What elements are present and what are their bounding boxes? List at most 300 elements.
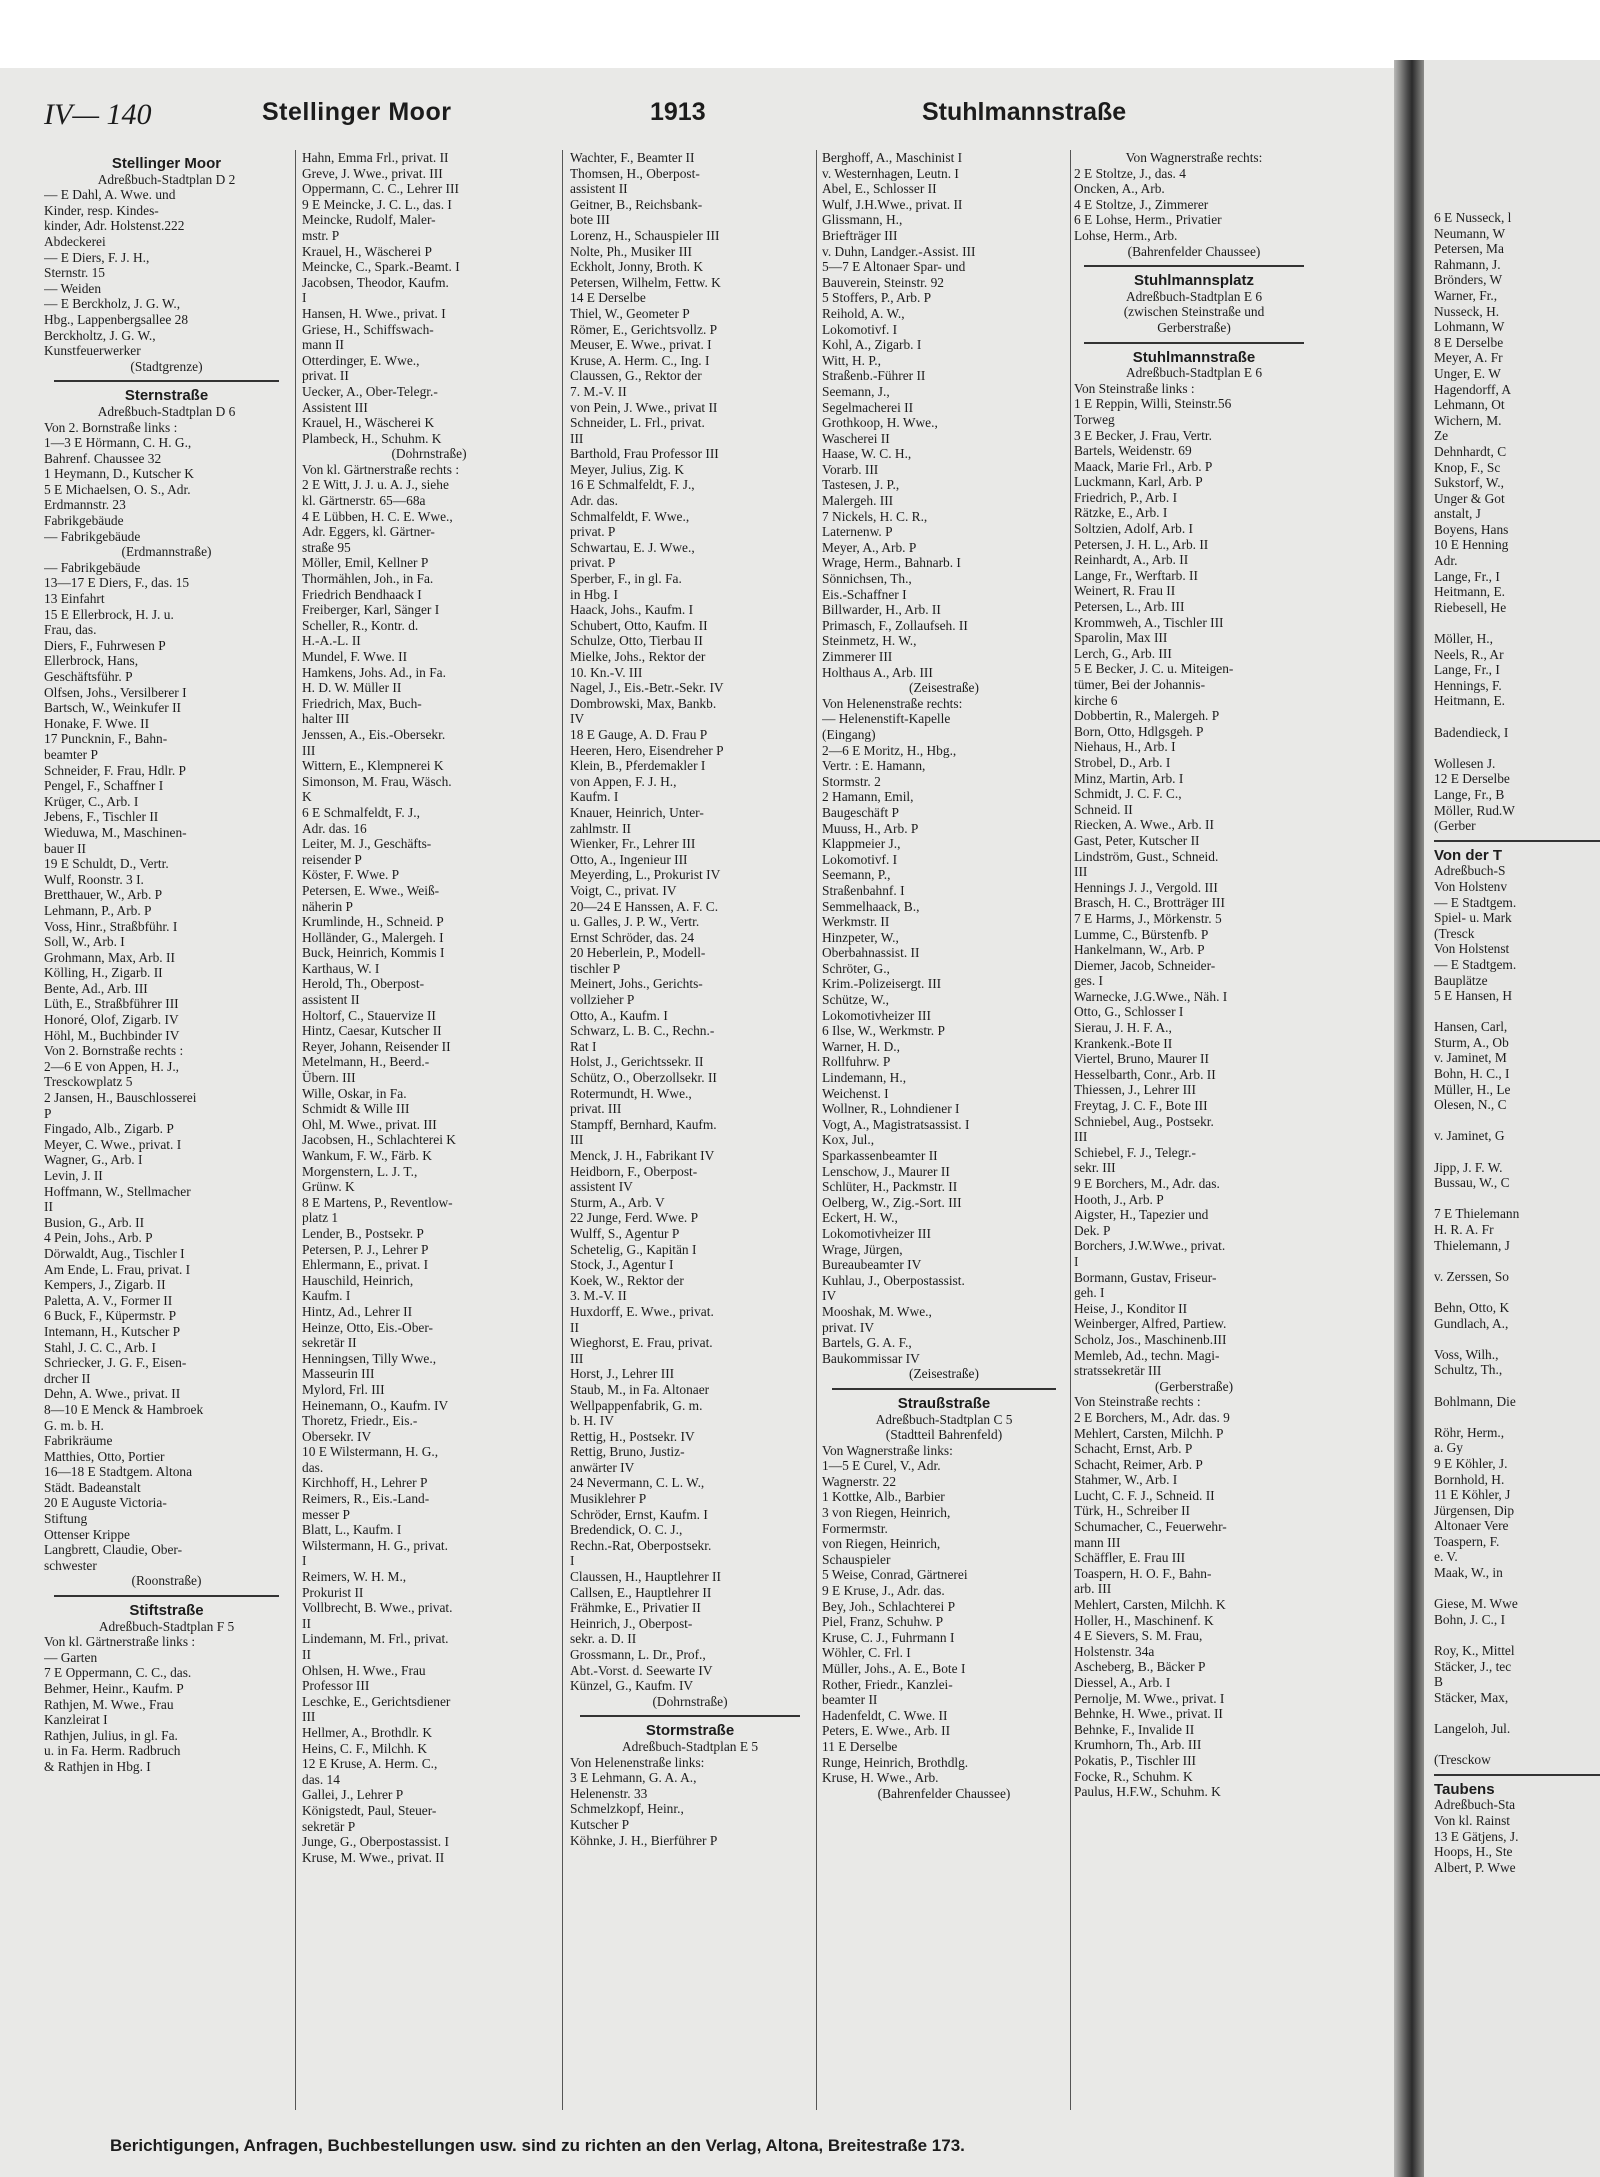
directory-entry: Hoops, H., Ste xyxy=(1434,1844,1513,1860)
section-note: (Roonstraße) xyxy=(131,1573,202,1589)
directory-entry: Voigt, C., privat. IV xyxy=(570,882,677,898)
directory-entry: Vollbrecht, B. Wwe., privat. xyxy=(302,1600,453,1616)
directory-entry: Geschäftsführ. P xyxy=(44,669,133,684)
directory-entry: Ze xyxy=(1434,428,1449,444)
directory-entry: Köster, F. Wwe. P xyxy=(302,867,400,883)
directory-entry: Stahl, J. C. C., Arb. I xyxy=(44,1339,156,1355)
directory-entry: Buck, Heinrich, Kommis I xyxy=(302,945,445,961)
directory-entry: Gast, Peter, Kutscher II xyxy=(1074,832,1200,848)
directory-entry: Sönnichsen, Th., xyxy=(822,571,912,587)
directory-entry: 3 E Becker, J. Frau, Vertr. xyxy=(1074,427,1212,443)
directory-entry: Lehmann, Ot xyxy=(1434,397,1505,413)
directory-entry: Riebesell, He xyxy=(1434,599,1507,615)
directory-entry: Sparolin, Max III xyxy=(1074,630,1168,646)
street-heading: Stuhlmannstraße xyxy=(1132,348,1256,366)
section-note: (Gerberstraße) xyxy=(1154,1378,1234,1394)
directory-entry: Lange, Fr., I xyxy=(1434,568,1500,584)
directory-entry: Stock, J., Agentur I xyxy=(570,1257,674,1273)
directory-entry: Grohmann, Max, Arb. II xyxy=(44,949,175,965)
directory-entry: Adreßbuch-S xyxy=(1434,863,1506,879)
directory-entry: Menck, J. H., Fabrikant IV xyxy=(570,1148,715,1163)
directory-entry: Horst, J., Lehrer III xyxy=(570,1366,675,1382)
directory-entry: Wrage, Jürgen, xyxy=(822,1241,903,1257)
directory-entry: 4 E Stoltze, J., Zimmerer xyxy=(1074,196,1209,212)
directory-entry: 4 Pein, Johs., Arb. P xyxy=(44,1230,153,1246)
directory-entry: 5 Weise, Conrad, Gärtnerei xyxy=(822,1567,968,1583)
directory-entry: Petersen, J. H. L., Arb. II xyxy=(1074,536,1209,552)
directory-entry: Tresckowplatz 5 xyxy=(44,1074,133,1090)
directory-entry: Sukstorf, W., xyxy=(1434,475,1504,491)
directory-entry: mann III xyxy=(1074,1534,1121,1550)
directory-entry: Von kl. Gärtnerstraße rechts : xyxy=(302,461,460,477)
directory-entry: III xyxy=(570,1132,584,1148)
directory-entry: Bretthauer, W., Arb. P xyxy=(44,887,163,903)
directory-entry: Mooshak, M. Wwe., xyxy=(822,1303,932,1319)
directory-entry: Meyer, Julius, Zig. K xyxy=(570,461,685,477)
directory-entry: u. Galles, J. P. W., Vertr. xyxy=(570,914,700,930)
directory-entry: Lokomotivf. I xyxy=(822,321,898,337)
directory-entry: 2 Hamann, Emil, xyxy=(822,789,914,805)
directory-entry: Meyer, A., Arb. P xyxy=(822,539,917,555)
directory-entry: Meinert, Johs., Gerichts- xyxy=(570,976,703,992)
directory-entry: 19 E Schuldt, D., Vertr. xyxy=(44,856,169,872)
directory-entry: II xyxy=(570,1319,579,1335)
directory-entry: Bohn, J. C., I xyxy=(1434,1611,1506,1627)
directory-entry: Toaspern, F. xyxy=(1434,1533,1500,1549)
directory-entry: 1 E Reppin, Willi, Steinstr.56 xyxy=(1074,396,1232,412)
directory-entry: 2 Jansen, H., Bauschlosserei xyxy=(44,1090,197,1106)
directory-entry: Frau, das. xyxy=(44,622,97,638)
directory-entry: Viertel, Bruno, Maurer II xyxy=(1074,1051,1209,1067)
directory-entry: Brasch, H. C., Brotträger III xyxy=(1074,895,1225,911)
directory-entry: Freytag, J. C. F., Bote III xyxy=(1074,1098,1208,1114)
directory-entry: Bohlmann, Die xyxy=(1434,1393,1516,1409)
directory-entry: Geitner, B., Reichsbank- xyxy=(570,196,703,212)
directory-entry: Hankelmann, W., Arb. P xyxy=(1074,942,1205,958)
directory-entry: 5 E Michaelsen, O. S., Adr. xyxy=(44,481,191,497)
directory-entry: Formermstr. xyxy=(822,1520,888,1536)
directory-entry: Sturm, A., Arb. V xyxy=(570,1194,665,1210)
directory-entry: Grothkoop, H. Wwe., xyxy=(822,415,938,431)
directory-entry: Semmelhaack, B., xyxy=(822,898,920,914)
directory-entry: 22 Junge, Ferd. Wwe. P xyxy=(570,1210,699,1226)
directory-entry: Koek, W., Rektor der xyxy=(570,1272,684,1288)
directory-entry: Hauschild, Heinrich, xyxy=(302,1272,414,1288)
directory-entry: Schneider, L. Frl., privat. xyxy=(570,415,705,431)
directory-entry: 6 E Nusseck, l xyxy=(1434,210,1512,225)
directory-entry: Altonaer Vere xyxy=(1434,1518,1509,1534)
directory-entry: bote III xyxy=(570,212,610,228)
column-divider xyxy=(562,150,563,2110)
directory-entry: Hamkens, Johs. Ad., in Fa. xyxy=(302,664,446,680)
directory-entry: Mylord, Frl. III xyxy=(302,1381,385,1397)
directory-entry: Claussen, H., Hauptlehrer II xyxy=(570,1569,721,1585)
directory-entry: v. Jaminet, M xyxy=(1434,1050,1507,1066)
directory-entry: Holtorf, C., Stauervize II xyxy=(302,1007,436,1023)
street-heading: Taubens xyxy=(1434,1780,1495,1798)
directory-entry: Ehlermann, E., privat. I xyxy=(302,1257,429,1273)
directory-entry: Bredendick, O. C. J., xyxy=(570,1522,683,1538)
directory-entry: bauer II xyxy=(44,840,87,856)
directory-entry: Römer, E., Gerichtsvollz. P xyxy=(570,321,718,337)
directory-entry: 12 E Kruse, A. Herm. C., xyxy=(302,1756,438,1772)
directory-entry: tischler P xyxy=(570,960,621,976)
directory-entry: Kuhlau, J., Oberpostassist. xyxy=(822,1272,965,1288)
directory-entry: Bureaubeamter IV xyxy=(822,1257,922,1273)
directory-entry: Jacobsen, Theodor, Kaufm. xyxy=(302,274,449,290)
directory-entry: 11 E Derselbe xyxy=(822,1738,898,1754)
directory-entry: Reyer, Johann, Reisender II xyxy=(302,1038,451,1054)
page-number: IV— 140 xyxy=(44,98,152,131)
directory-entry: Königstedt, Paul, Steuer- xyxy=(302,1802,437,1818)
directory-entry: Junge, G., Oberpostassist. I xyxy=(302,1834,449,1850)
directory-entry: Hellmer, A., Brothdlr. K xyxy=(302,1724,433,1740)
directory-entry: 2 E Borchers, M., Adr. das. 9 xyxy=(1074,1409,1230,1425)
directory-entry: Kempers, J., Zigarb. II xyxy=(44,1277,166,1293)
directory-entry: Erdmannstr. 23 xyxy=(44,497,126,513)
directory-entry: Thomsen, H., Oberpost- xyxy=(570,165,700,181)
directory-entry: Behnke, F., Invalide II xyxy=(1074,1721,1195,1737)
directory-entry: (Eingang) xyxy=(822,726,876,742)
directory-entry: 2—6 E Moritz, H., Hbg., xyxy=(822,742,957,758)
directory-entry: Von kl. Gärtnerstraße links : xyxy=(44,1634,196,1650)
section-note: (Dohrnstraße) xyxy=(391,446,467,462)
directory-entry: & Rathjen in Hbg. I xyxy=(44,1758,151,1774)
directory-entry: Sierau, J. H. F. A., xyxy=(1074,1020,1172,1036)
directory-entry: Hbg., Lappenbergsallee 28 xyxy=(44,311,189,327)
directory-entry: Kanzleirat I xyxy=(44,1712,108,1728)
directory-entry: 2—6 E von Appen, H. J., xyxy=(44,1058,180,1074)
directory-entry: Künzel, G., Kaufm. IV xyxy=(570,1678,694,1694)
directory-entry: Vorarb. III xyxy=(822,461,879,477)
directory-entry: 15 E Ellerbrock, H. J. u. xyxy=(44,606,174,622)
directory-entry: Jipp, J. F. W. xyxy=(1434,1159,1503,1175)
directory-entry: sekretär P xyxy=(302,1818,356,1834)
directory-entry: Meincke, C., Spark.-Beamt. I xyxy=(302,259,460,275)
directory-entry: 6 E Lohse, Herm., Privatier xyxy=(1074,212,1222,228)
section-rule xyxy=(1084,342,1304,344)
directory-entry: 13 E Gätjens, J. xyxy=(1434,1828,1519,1844)
directory-entry: Schwartau, E. J. Wwe., xyxy=(570,539,695,555)
directory-entry: Meincke, Rudolf, Maler- xyxy=(302,212,436,228)
directory-entry: 9 E Meincke, J. C. L., das. I xyxy=(302,196,452,212)
directory-entry: Eckert, H. W., xyxy=(822,1210,898,1226)
directory-entry: Voss, Wilh., xyxy=(1434,1346,1499,1362)
directory-entry: Rollfuhrw. P xyxy=(822,1054,891,1070)
directory-entry: 5 E Becker, J. C. u. Miteigen- xyxy=(1074,661,1234,677)
directory-entry: Otto, G., Schlosser I xyxy=(1074,1004,1184,1020)
directory-entry: Am Ende, L. Frau, privat. I xyxy=(44,1261,191,1277)
directory-entry: Bartsch, W., Weinkufer II xyxy=(44,700,182,716)
directory-entry: anstalt, J xyxy=(1434,506,1481,522)
directory-entry: Kirchhoff, H., Lehrer P xyxy=(302,1475,428,1491)
directory-entry: Krim.-Polizeisergt. III xyxy=(822,976,942,992)
directory-entry: Lindström, Gust., Schneid. xyxy=(1074,848,1219,864)
directory-entry: Reimers, W. H. M., xyxy=(302,1569,407,1585)
directory-entry: Kaufm. I xyxy=(302,1288,351,1304)
directory-entry: Schwarz, L. B. C., Rechn.- xyxy=(570,1023,715,1039)
directory-entry: Thoretz, Friedr., Eis.- xyxy=(302,1413,418,1429)
directory-entry: Schütz, O., Oberzollsekr. II xyxy=(570,1070,717,1086)
directory-entry: Lohmann, W xyxy=(1434,319,1505,335)
directory-entry: Oncken, A., Arb. xyxy=(1074,181,1165,197)
directory-entry: — Weiden xyxy=(44,280,102,296)
directory-entry: Werkmstr. II xyxy=(822,914,890,930)
directory-entry: Von Helenenstraße links: xyxy=(570,1754,705,1770)
directory-entry: Maak, W., in xyxy=(1434,1565,1503,1581)
directory-entry: Von Holstenv xyxy=(1434,878,1508,894)
directory-entry: Bormann, Gustav, Friseur- xyxy=(1074,1269,1217,1285)
directory-entry: Kruse, C. J., Fuhrmann I xyxy=(822,1629,955,1645)
directory-entry: Lokomotivheizer III xyxy=(822,1007,931,1023)
directory-entry: 17 Puncknin, F., Bahn- xyxy=(44,731,168,747)
section-note: (zwischen Steinstraße und xyxy=(1123,304,1265,320)
directory-entry: (Tresck xyxy=(1434,925,1475,941)
column-5 xyxy=(1074,150,1314,2135)
directory-entry: 9 E Kruse, J., Adr. das. xyxy=(822,1583,945,1599)
directory-entry: Masseurin III xyxy=(302,1366,375,1382)
directory-entry: Thiel, W., Geometer P xyxy=(570,305,690,321)
directory-entry: Assistent III xyxy=(302,399,368,415)
section-note: (Stadtgrenze) xyxy=(130,358,203,374)
directory-entry: 1 Heymann, D., Kutscher K xyxy=(44,466,194,482)
directory-entry: 13—17 E Diers, F., das. 15 xyxy=(44,575,190,591)
directory-entry: Henningsen, Tilly Wwe., xyxy=(302,1350,437,1366)
directory-entry: 24 Nevermann, C. L. W., xyxy=(570,1475,705,1491)
directory-entry: Schulze, Otto, Tierbau II xyxy=(570,633,703,649)
directory-entry: Stiftung xyxy=(44,1511,88,1527)
directory-entry: Heitmann, E. xyxy=(1434,584,1506,600)
directory-entry: Höhl, M., Buchbinder IV xyxy=(44,1027,180,1043)
directory-entry: Nagel, J., Eis.-Betr.-Sekr. IV xyxy=(570,680,724,696)
directory-entry: 14 E Derselbe xyxy=(570,290,646,306)
directory-entry: 7 E Oppermann, C. C., das. xyxy=(44,1665,192,1681)
directory-entry: Lindemann, M. Frl., privat. xyxy=(302,1631,449,1647)
directory-entry: Wille, Oskar, in Fa. xyxy=(302,1085,407,1101)
directory-entry: Petersen, Ma xyxy=(1434,241,1504,257)
directory-entry: Scholz, Jos., Maschinenb.III xyxy=(1074,1331,1227,1347)
directory-entry: schwester xyxy=(44,1557,97,1573)
directory-entry: Honoré, Olof, Zigarb. IV xyxy=(44,1012,179,1028)
directory-entry: Friedrich, P., Arb. I xyxy=(1074,489,1178,505)
directory-entry xyxy=(1434,1253,1600,1269)
section-note: Adreßbuch-Stadtplan E 5 xyxy=(621,1738,759,1754)
directory-entry: Oelberg, W., Zig.-Sort. III xyxy=(822,1194,962,1210)
directory-entry: 8—10 E Menck & Hambroek xyxy=(44,1401,204,1417)
directory-entry: Unger, E. W xyxy=(1434,365,1501,381)
directory-entry: Wankum, F. W., Färb. K xyxy=(302,1148,432,1163)
directory-entry: Schmalfeldt, F. Wwe., xyxy=(570,508,690,524)
directory-entry: e. V. xyxy=(1434,1549,1458,1565)
directory-entry: Rathjen, Julius, in gl. Fa. xyxy=(44,1727,178,1743)
directory-entry: Runge, Heinrich, Brothdlg. xyxy=(822,1754,969,1770)
directory-entry: von Appen, F. J. H., xyxy=(570,773,677,789)
directory-entry: Strobel, D., Arb. I xyxy=(1074,754,1171,770)
directory-entry: Haack, Johs., Kaufm. I xyxy=(570,602,694,618)
street-heading: Straußstraße xyxy=(897,1394,991,1412)
directory-entry xyxy=(1434,1191,1600,1207)
directory-entry: b. H. IV xyxy=(570,1413,614,1429)
directory-entry: 5 Stoffers, P., Arb. P xyxy=(822,290,932,306)
directory-entry: Langbrett, Claudie, Ober- xyxy=(44,1542,183,1558)
section-rule xyxy=(1434,840,1600,842)
directory-entry: 4 E Sievers, S. M. Frau, xyxy=(1074,1628,1203,1644)
directory-entry: Krumhorn, Th., Arb. III xyxy=(1074,1737,1202,1753)
directory-entry: anwärter IV xyxy=(570,1459,635,1475)
directory-entry: Muuss, H., Arb. P xyxy=(822,820,919,836)
directory-entry: Lokomotivf. I xyxy=(822,851,898,867)
directory-entry: 6 Buck, F., Küpermstr. P xyxy=(44,1308,177,1324)
directory-entry: Schetelig, G., Kapitän I xyxy=(570,1241,697,1257)
directory-entry: Riecken, A. Wwe., Arb. II xyxy=(1074,817,1214,833)
directory-entry: II xyxy=(302,1647,311,1662)
street-heading: Von der T xyxy=(1434,846,1503,864)
directory-entry: 3 E Lehmann, G. A. A., xyxy=(570,1770,697,1786)
directory-entry: Behnke, H. Wwe., privat. II xyxy=(1074,1706,1223,1722)
directory-entry: Hooth, J., Arb. P xyxy=(1074,1191,1164,1207)
directory-entry: Griese, H., Schiffswach- xyxy=(302,321,434,337)
directory-entry xyxy=(1434,1627,1600,1643)
directory-entry: assistent II xyxy=(570,181,628,197)
directory-entry: Langeloh, Jul. xyxy=(1434,1721,1511,1736)
directory-entry: Knauer, Heinrich, Unter- xyxy=(570,804,704,820)
right-page xyxy=(1424,60,1600,2177)
directory-entry: Baugeschäft P xyxy=(822,804,899,820)
directory-entry: 3 von Riegen, Heinrich, xyxy=(822,1505,951,1521)
column-3 xyxy=(570,150,810,2135)
directory-entry: — E Berckholz, J. G. W., xyxy=(44,296,181,312)
directory-entry: Hansen, H. Wwe., privat. I xyxy=(302,305,446,321)
directory-entry: Möller, Emil, Kellner P xyxy=(302,555,429,571)
directory-entry: Brönders, W xyxy=(1434,272,1503,288)
section-note: Gerberstraße) xyxy=(1157,319,1231,335)
directory-entry: geh. I xyxy=(1074,1285,1105,1301)
directory-entry: Ellerbrock, Hans, xyxy=(44,653,139,669)
directory-entry: Adr. xyxy=(1434,553,1458,569)
directory-entry: straße 95 xyxy=(302,539,351,555)
directory-entry: IV xyxy=(822,1288,837,1304)
directory-entry: Straßenb.-Führer II xyxy=(822,368,926,384)
directory-entry: Neels, R., Ar xyxy=(1434,646,1504,662)
directory-entry: Diers, F., Fuhrwesen P xyxy=(44,637,166,653)
directory-entry: Schmidt & Wille III xyxy=(302,1101,410,1117)
directory-entry: Sternstr. 15 xyxy=(44,265,106,281)
directory-entry: Heinze, Otto, Eis.-Ober- xyxy=(302,1319,433,1335)
directory-entry: mstr. P xyxy=(302,227,340,243)
directory-entry: Hesselbarth, Conr., Arb. II xyxy=(1074,1066,1216,1082)
directory-entry: sekr. a. D. II xyxy=(570,1631,637,1647)
directory-entry: Lerch, G., Arb. III xyxy=(1074,645,1172,661)
directory-entry: Wieghorst, E. Frau, privat. xyxy=(570,1335,713,1351)
directory-entry: Eis.-Schaffner I xyxy=(822,586,907,602)
directory-entry: 1—5 E Curel, V., Adr. xyxy=(822,1458,941,1474)
directory-entry: Schröder, Ernst, Kaufm. I xyxy=(570,1506,708,1522)
directory-entry: Peters, E. Wwe., Arb. II xyxy=(822,1723,951,1739)
directory-entry: Schacht, Ernst, Arb. P xyxy=(1074,1441,1193,1457)
directory-entry: Rahmann, J. xyxy=(1434,256,1501,272)
directory-entry: Jebens, F., Tischler II xyxy=(44,809,159,825)
directory-entry: Adr. das. xyxy=(570,493,618,509)
directory-entry: Stormstr. 2 xyxy=(822,773,881,789)
directory-entry: Krüger, C., Arb. I xyxy=(44,793,139,809)
directory-entry: Hahn, Emma Frl., privat. II xyxy=(302,150,449,165)
directory-entry: Otto, A., Ingenieur III xyxy=(570,851,688,867)
directory-entry: 10 E Wilstermann, H. G., xyxy=(302,1444,439,1460)
directory-entry: Hadenfeldt, C. Wwe. II xyxy=(822,1707,948,1723)
directory-entry: 10. Kn.-V. III xyxy=(570,664,643,680)
directory-entry: Heinrich, J., Oberpost- xyxy=(570,1615,693,1631)
directory-entry: privat. P xyxy=(570,555,616,571)
directory-entry: Lange, Fr., Werftarb. II xyxy=(1074,567,1198,583)
directory-entry: Musiklehrer P xyxy=(570,1491,647,1507)
directory-entry: Übern. III xyxy=(302,1070,356,1086)
directory-entry: Laternenw. P xyxy=(822,524,893,540)
directory-entry: 10 E Henning xyxy=(1434,537,1509,553)
directory-entry: Staub, M., in Fa. Altonaer xyxy=(570,1381,710,1397)
directory-entry: Lumme, C., Bürstenfb. P xyxy=(1074,926,1209,942)
directory-entry: Schultz, Th., xyxy=(1434,1362,1503,1378)
street-heading: Stellinger Moor xyxy=(111,155,222,172)
directory-entry xyxy=(1434,1113,1600,1129)
directory-entry: Möller, Rud.W xyxy=(1434,802,1515,818)
directory-entry: III xyxy=(1074,864,1088,880)
directory-entry: Kinder, resp. Kindes- xyxy=(44,202,159,218)
directory-entry: I xyxy=(302,290,307,306)
directory-entry: 13 Einfahrt xyxy=(44,591,105,607)
directory-entry: Gundlach, A., xyxy=(1434,1315,1509,1331)
directory-entry: Hintz, Caesar, Kutscher II xyxy=(302,1023,442,1039)
directory-entry: Heeren, Hero, Eisendreher P xyxy=(570,742,724,758)
directory-entry: Türk, H., Schreiber II xyxy=(1074,1503,1191,1519)
directory-entry: Oppermann, C. C., Lehrer III xyxy=(302,181,459,197)
directory-entry: Rechn.-Rat, Oberpostsekr. xyxy=(570,1537,712,1553)
directory-entry: Wachter, F., Beamter II xyxy=(570,150,695,165)
directory-entry: Schmidt, J. C. F. C., xyxy=(1074,786,1182,802)
directory-entry: Abt.-Vorst. d. Seewarte IV xyxy=(570,1662,713,1678)
directory-entry: Freiberger, Karl, Sänger I xyxy=(302,602,440,618)
directory-entry: Straßenbahnf. I xyxy=(822,882,905,898)
directory-entry: Dombrowski, Max, Bankb. xyxy=(570,695,717,711)
directory-entry: näherin P xyxy=(302,898,353,914)
directory-entry: Haase, W. C. H., xyxy=(822,446,912,462)
directory-entry: Lange, Fr., I xyxy=(1434,662,1500,678)
directory-entry: Nusseck, H. xyxy=(1434,303,1500,319)
directory-entry: Toaspern, H. O. F., Bahn- xyxy=(1074,1565,1212,1581)
directory-entry: Wollner, R., Lohndiener I xyxy=(822,1101,960,1117)
directory-entry: Primasch, F., Zollaufseh. II xyxy=(822,617,968,633)
directory-entry: Wulf, J.H.Wwe., privat. II xyxy=(822,196,963,212)
directory-entry: Plambeck, H., Schuhm. K xyxy=(302,430,442,446)
directory-entry: Holstenstr. 34a xyxy=(1074,1643,1155,1659)
directory-entry: 16—18 E Stadtgem. Altona xyxy=(44,1464,193,1480)
directory-entry: Bornhold, H. xyxy=(1434,1471,1505,1487)
directory-entry: 7 E Harms, J., Mörkenstr. 5 xyxy=(1074,910,1222,926)
directory-entry: Levin, J. II xyxy=(44,1168,103,1183)
directory-entry: Metelmann, H., Beerd.- xyxy=(302,1054,430,1070)
directory-entry: Thielemann, J xyxy=(1434,1237,1510,1253)
directory-entry: Nolte, Ph., Musiker III xyxy=(570,243,692,259)
directory-entry: Wollesen J. xyxy=(1434,755,1496,771)
directory-entry: Adreßbuch-Sta xyxy=(1434,1797,1516,1813)
directory-entry xyxy=(1434,1409,1600,1425)
directory-entry: Von Holstenst xyxy=(1434,941,1510,957)
directory-entry: beamter P xyxy=(44,746,98,762)
directory-entry: Schriecker, J. G. F., Eisen- xyxy=(44,1355,187,1371)
directory-entry: Greve, J. Wwe., privat. III xyxy=(302,165,443,181)
directory-entry: Wagnerstr. 22 xyxy=(822,1473,897,1489)
directory-entry: Vogt, A., Magistratsassist. I xyxy=(822,1116,970,1132)
running-title: Stellinger Moor xyxy=(262,98,452,126)
